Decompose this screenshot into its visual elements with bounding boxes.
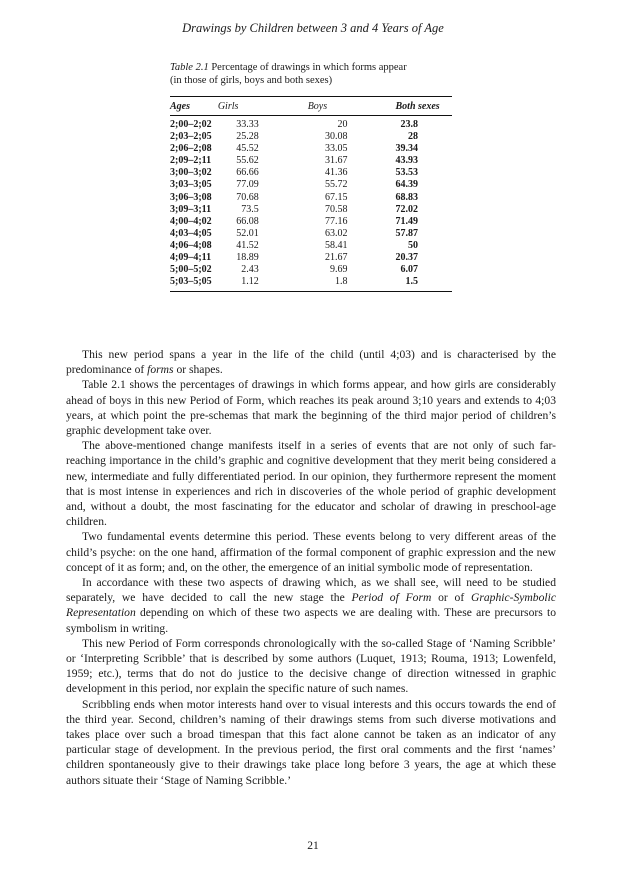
- table-row: [170, 131, 452, 143]
- cell-boys: 67.15: [325, 191, 348, 203]
- cell-both-sexes: 28: [408, 131, 418, 143]
- cell-girls: 70.68: [236, 191, 259, 203]
- italic-term: Period of Form: [351, 591, 432, 605]
- cell-boys: 30.08: [325, 131, 348, 143]
- body-paragraph: [66, 529, 556, 575]
- table-row: [170, 276, 452, 292]
- table-caption-text-2: (in those of girls, boys and both sexes): [170, 75, 333, 86]
- table-row: [170, 240, 452, 252]
- cell-girls: 2.43: [241, 264, 259, 276]
- paragraph-text: depending on which of these two aspects we are dealing with. These are precursors to symbolism in writing.: [66, 606, 556, 635]
- cell-boys: 1.8: [335, 276, 348, 288]
- cell-boys: 77.16: [325, 215, 348, 227]
- cell-both-sexes: 23.8: [400, 119, 418, 130]
- cell-boys: 9.69: [330, 264, 348, 276]
- cell-both-sexes: 53.53: [395, 167, 418, 179]
- cell-age: 5;00–5;02: [170, 264, 212, 276]
- table-row: [170, 252, 452, 264]
- cell-boys: 70.58: [325, 203, 348, 215]
- cell-girls: 45.52: [236, 143, 259, 155]
- cell-age: 2;00–2;02: [170, 119, 212, 130]
- forms-percentage-table: [170, 96, 452, 292]
- cell-both-sexes: 43.93: [395, 155, 418, 167]
- cell-boys: 58.41: [325, 239, 348, 251]
- cell-boys: 20: [337, 119, 348, 130]
- cell-boys: 21.67: [325, 252, 348, 264]
- cell-age: 2;06–2;08: [170, 143, 212, 155]
- body-paragraph: [66, 377, 556, 438]
- table-row: [170, 228, 452, 240]
- cell-both-sexes: 1.5: [405, 276, 418, 288]
- cell-girls: 66.66: [236, 167, 259, 179]
- running-head: Drawings by Children between 3 and 4 Years of Age: [182, 21, 444, 35]
- paragraph-text: This new period spans a year in the life of the child (until 4;03) and is characterised by the predominance of: [66, 348, 556, 377]
- table-row: [170, 167, 452, 179]
- cell-both-sexes: 39.34: [395, 143, 418, 155]
- cell-girls: 55.62: [236, 155, 259, 167]
- body-paragraph: [66, 347, 556, 377]
- italic-term: forms: [147, 363, 174, 377]
- table-caption-text: Percentage of drawings in which forms appear: [211, 62, 407, 73]
- cell-girls: 77.09: [236, 179, 259, 191]
- cell-age: 3;03–3;05: [170, 179, 212, 191]
- cell-age: 5;03–5;05: [170, 276, 212, 288]
- cell-age: 4;00–4;02: [170, 215, 212, 227]
- cell-girls: 33.33: [236, 119, 259, 130]
- cell-both-sexes: 57.87: [395, 227, 418, 239]
- cell-both-sexes: 6.07: [400, 264, 418, 276]
- paragraph-text: This new Period of Form corresponds chronologically with the so-called Stage of ‘Naming Scribble’ or ‘Interpreting Scribble’ that is described by some authors (Luquet, 1913; Rouma, 1913; Lowenfeld, 1959; etc.), terms that do not do justice to the decisive change of direction witnessed in graphic development in this period, nor explain the specific nature of such names.: [66, 636, 556, 696]
- cell-age: 4;03–4;05: [170, 227, 212, 239]
- cell-age: 4;06–4;08: [170, 239, 212, 251]
- column-header-boys: Boys: [308, 97, 396, 116]
- table-row: [170, 204, 452, 216]
- paragraph-text: In accordance with these two aspects of drawing which, as we shall see, will need to be studied separately, we have decided to call the new stage the: [66, 576, 556, 605]
- cell-age: 2;03–2;05: [170, 131, 212, 143]
- cell-both-sexes: 68.83: [395, 191, 418, 203]
- paragraph-text: Scribbling ends when motor interests hand over to visual interests and this occurs towards the end of the third year. Second, children’s naming of their drawings stems from such diverse motivations and takes place over such a broad timespan that this fact alone cannot be taken as an indicator of any particular stage of development. In the previous period, the first oral comments and the first ‘names’ children spontaneously give to their drawings take place long before 3 years, the age at which these authors situate their ‘Stage of Naming Scribble.’: [66, 697, 556, 787]
- table-caption: [170, 61, 452, 87]
- table-body: [170, 116, 452, 292]
- table-caption-label: Table 2.1: [170, 62, 209, 73]
- cell-age: 3;06–3;08: [170, 191, 212, 203]
- cell-both-sexes: 50: [408, 239, 418, 251]
- body-paragraph: [66, 636, 556, 697]
- cell-boys: 55.72: [325, 179, 348, 191]
- cell-age: 2;09–2;11: [170, 155, 212, 167]
- table-row: [170, 155, 452, 167]
- column-header-girls: Girls: [218, 97, 308, 116]
- cell-girls: 18.89: [236, 252, 259, 264]
- paragraph-text: Table 2.1 shows the percentages of drawings in which forms appear, and how girls are considerably ahead of boys in this new Period of Form, which reaches its peak around 3;10 years and extends to 4;03 years, at which point the pre-schemas that mark the beginning of the third major period of children’s graphic development take over.: [66, 378, 556, 438]
- page-number: 21: [307, 840, 319, 852]
- paragraph-text: or shapes.: [173, 363, 223, 377]
- table-row: [170, 143, 452, 155]
- cell-both-sexes: 71.49: [395, 215, 418, 227]
- column-header-both-sexes: Both sexes: [396, 97, 453, 116]
- cell-both-sexes: 20.37: [395, 252, 418, 264]
- paragraph-text: Two fundamental events determine this period. These events belong to very different areas of the child’s psyche: on the one hand, affirmation of the formal component of graphic expression and the new concept of it as form; and, on the other, the emergence of an initial symbolic mode of representation.: [66, 530, 556, 574]
- paragraph-text: or of: [431, 591, 471, 605]
- cell-girls: 52.01: [236, 227, 259, 239]
- cell-boys: 31.67: [325, 155, 348, 167]
- cell-age: 3;09–3;11: [170, 203, 212, 215]
- body-paragraph: [66, 575, 556, 636]
- cell-girls: 1.12: [241, 276, 259, 288]
- table-row: [170, 216, 452, 228]
- cell-age: 3;00–3;02: [170, 167, 212, 179]
- table-2-1: [170, 61, 452, 292]
- body-text: [66, 347, 556, 788]
- table-row: [170, 179, 452, 191]
- cell-boys: 33.05: [325, 143, 348, 155]
- cell-boys: 63.02: [325, 227, 348, 239]
- cell-girls: 66.08: [236, 215, 259, 227]
- cell-girls: 25.28: [236, 131, 259, 143]
- cell-girls: 41.52: [236, 239, 259, 251]
- body-paragraph: [66, 438, 556, 529]
- cell-girls: 73.5: [241, 203, 259, 215]
- cell-boys: 41.36: [325, 167, 348, 179]
- table-header-row: [170, 97, 452, 116]
- cell-both-sexes: 64.39: [395, 179, 418, 191]
- table-row: [170, 116, 452, 132]
- cell-age: 4;09–4;11: [170, 252, 212, 264]
- italic-term: Graphic-Symbolic Representation: [66, 591, 556, 620]
- table-row: [170, 264, 452, 276]
- table-row: [170, 192, 452, 204]
- body-paragraph: [66, 697, 556, 788]
- cell-both-sexes: 72.02: [395, 203, 418, 215]
- paragraph-text: The above-mentioned change manifests itself in a series of events that are not only of such far-reaching importance in the child’s graphic and cognitive development that they merit being considered a new, intermediate and fully differentiated period. In our opinion, they furthermore represent the moment that is most intense in experiences and rich in discoveries of the whole period of graphic development and, without a doubt, the most fascinating for the educator and scholar of drawing in preschool-age children.: [66, 439, 556, 529]
- column-header-ages: Ages: [170, 97, 218, 116]
